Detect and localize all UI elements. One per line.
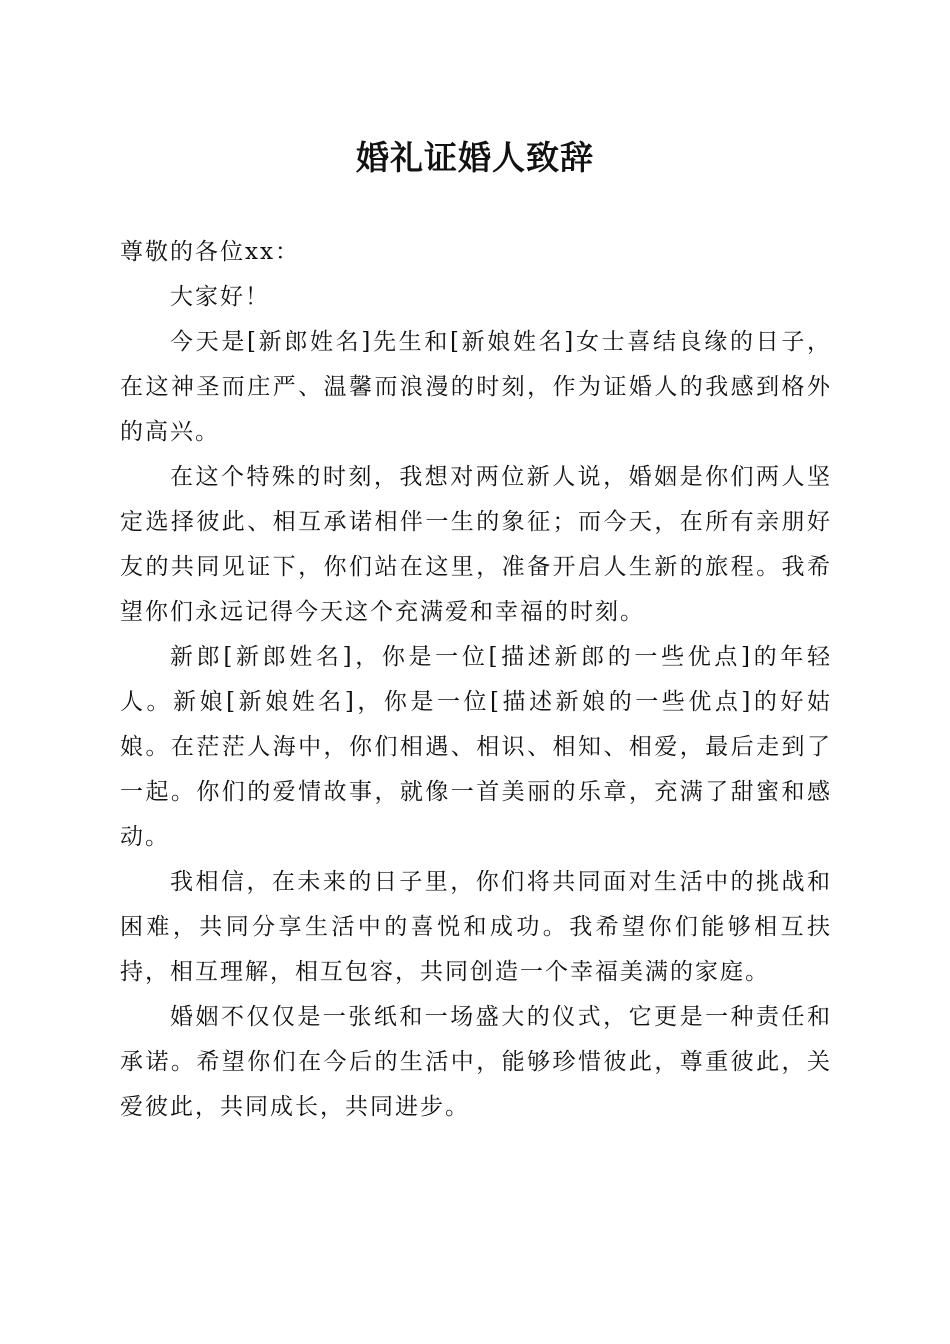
document-title: 婚礼证婚人致辞 — [356, 138, 594, 177]
paragraph-couple-description: 新郎[新郎姓名]，你是一位[描述新郎的一些优点]的年轻人。新娘[新娘姓名]，你是一位[描述新娘的一些优点]的好姑娘。在茫茫人海中，你们相遇、相识、相知、相爱，最后走到了一起。你们的爱情故事，就像一首美丽的乐章，充满了甜蜜和感动。 — [120, 644, 832, 850]
salutation: 尊敬的各位xx： — [120, 239, 300, 265]
paragraph-opening: 今天是[新郎姓名]先生和[新娘姓名]女士喜结良缘的日子，在这神圣而庄严、温馨而浪漫的时刻，作为证婚人的我感到格外的高兴。 — [120, 329, 832, 445]
paragraph-marriage-meaning: 在这个特殊的时刻，我想对两位新人说，婚姻是你们两人坚定选择彼此、相互承诺相伴一生的象征；而今天，在所有亲朋好友的共同见证下，你们站在这里，准备开启人生新的旅程。我希望你们永远记得今天这个充满爱和幸福的时刻。 — [120, 464, 832, 625]
paragraph-future-wishes: 我相信，在未来的日子里，你们将共同面对生活中的挑战和困难，共同分享生活中的喜悦和成功。我希望你们能够相互扶持，相互理解，相互包容，共同创造一个幸福美满的家庭。 — [120, 869, 832, 985]
paragraph-greeting: 大家好！ — [170, 284, 270, 310]
paragraph-responsibility: 婚姻不仅仅是一张纸和一场盛大的仪式，它更是一种责任和承诺。希望你们在今后的生活中，能够珍惜彼此，尊重彼此，关爱彼此，共同成长，共同进步。 — [120, 1004, 832, 1120]
document-body — [120, 230, 832, 1130]
